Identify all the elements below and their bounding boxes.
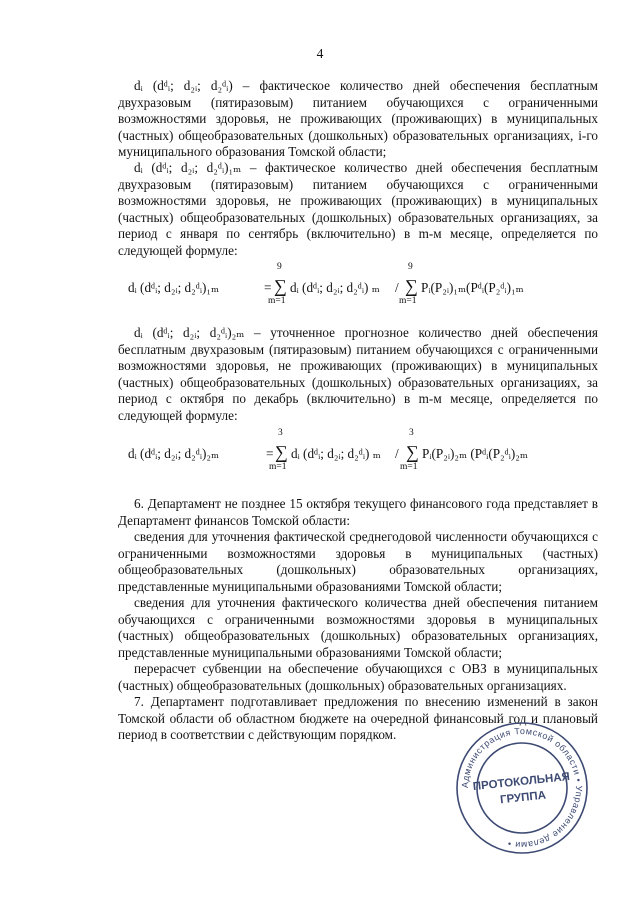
formula-equals: = [266,446,274,461]
formula-oct-dec [118,428,598,478]
stamp-line-1: ПРОТОКОЛЬНАЯ [472,770,571,794]
formula-lhs: dᵢ (dᵈᵢ; d₂ᵢ; d₂ᵈᵢ)₁ₘ [128,280,220,295]
sum-lower-limit: m=1 [269,462,287,472]
stamp-line-2: ГРУППА [499,789,547,807]
page-number: 4 [316,46,324,61]
formula-term: Pᵢ(P₂ᵢ)₁ₘ(Pᵈᵢ(P₂ᵈᵢ)₁ₘ [421,280,524,295]
sum-upper-limit: 9 [408,262,413,272]
paragraph-item-6-c: перерасчет субвенции на обеспечение обучающихся с ОВЗ в муниципальных (частных) общеобразовательных (дошкольных) образовательных организациях. [118,661,598,693]
sum-sign: ∑ [274,276,287,296]
sum-upper-limit: 3 [278,428,283,438]
paragraph-item-7: 7. Департамент подготавливает предложения по внесению изменений в закон Томской области об областном бюджете на очередной финансовый год и плановый период в соответствии с действующим порядком. [118,694,598,742]
paragraph-item-6: 6. Департамент не позднее 15 октября текущего финансового года представляет в Департамент финансов Томской области: [118,496,598,528]
sum-sign: ∑ [406,442,419,462]
formula-term: Pᵢ(P₂ᵢ)₂ₘ (Pᵈᵢ(P₂ᵈᵢ)₂ₘ [422,446,528,461]
formula-slash: / [395,280,399,295]
stamp-ring-text: Администрация Томской области • Управление делами • [459,725,585,851]
sum-upper-limit: 9 [277,262,282,272]
sum-upper-limit: 3 [409,428,414,438]
formula-lhs: dᵢ (dᵈᵢ; d₂ᵢ; d₂ᵈᵢ)₂ₘ [128,446,220,461]
official-stamp [454,720,590,856]
sum-lower-limit: m=1 [400,462,418,472]
sum-sign: ∑ [405,276,418,296]
formula-term: dᵢ (dᵈᵢ; d₂ᵢ; d₂ᵈᵢ) ₘ [290,280,380,295]
paragraph-definition-d1m: dᵢ (dᵈᵢ; d₂ᵢ; d₂ᵈᵢ)₁ₘ – фактическое количество дней обеспечения бесплатным двухразовым (пятиразовым) питанием обучающихся с ограниченными возможностями здоровья, не проживающих (проживающих) в муниципальных (частных) общеобразовательных (дошкольных) образовательных организациях, за период с января по сентябрь (включительно) в m-м месяце, определяется по следующей формуле: [118,160,598,258]
formula-term: dᵢ (dᵈᵢ; d₂ᵢ; d₂ᵈᵢ) ₘ [291,446,381,461]
formula-jan-sep [118,262,598,312]
paragraph-item-6-b: сведения для уточнения фактического количества дней обеспечения питанием обучающихся с ограниченными возможностями здоровья в муниципальных (частных) общеобразовательных (дошкольных) образовательных организациях, представленные муниципальными образованиями Томской области; [118,595,598,660]
paragraph-definition-d2m: dᵢ (dᵈᵢ; d₂ᵢ; d₂ᵈᵢ)₂ₘ – уточненное прогнозное количество дней обеспечения бесплатным двухразовым (пятиразовым) питанием обучающихся с ограниченными возможностями здоровья, не проживающих (проживающих) в муниципальных (частных) общеобразовательных (дошкольных) образовательных организациях, за период с октября по декабрь (включительно) в m-м месяце, определяется по следующей формуле: [118,325,598,423]
paragraph-item-6-a: сведения для уточнения фактической среднегодовой численности обучающихся с ограниченными возможностями здоровья в муниципальных (частных) общеобразовательных (дошкольных) образовательных организациях, представленные муниципальными образованиями Томской области; [118,529,598,594]
formula-equals: = [264,280,272,295]
sum-sign: ∑ [275,442,288,462]
sum-lower-limit: m=1 [399,296,417,306]
formula-slash: / [395,446,399,461]
paragraph-definition-d: dᵢ (dᵈᵢ; d₂ᵢ; d₂ᵈᵢ) – фактическое количество дней обеспечения бесплатным двухразовым (пятиразовым) питанием обучающихся с ограниченными возможностями здоровья, не проживающих (проживающих) в муниципальных (частных) общеобразовательных (дошкольных) образовательных организациях, i-го муниципального образования Томской области; [118,78,598,159]
sum-lower-limit: m=1 [268,296,286,306]
stamp-graphic [454,720,590,856]
